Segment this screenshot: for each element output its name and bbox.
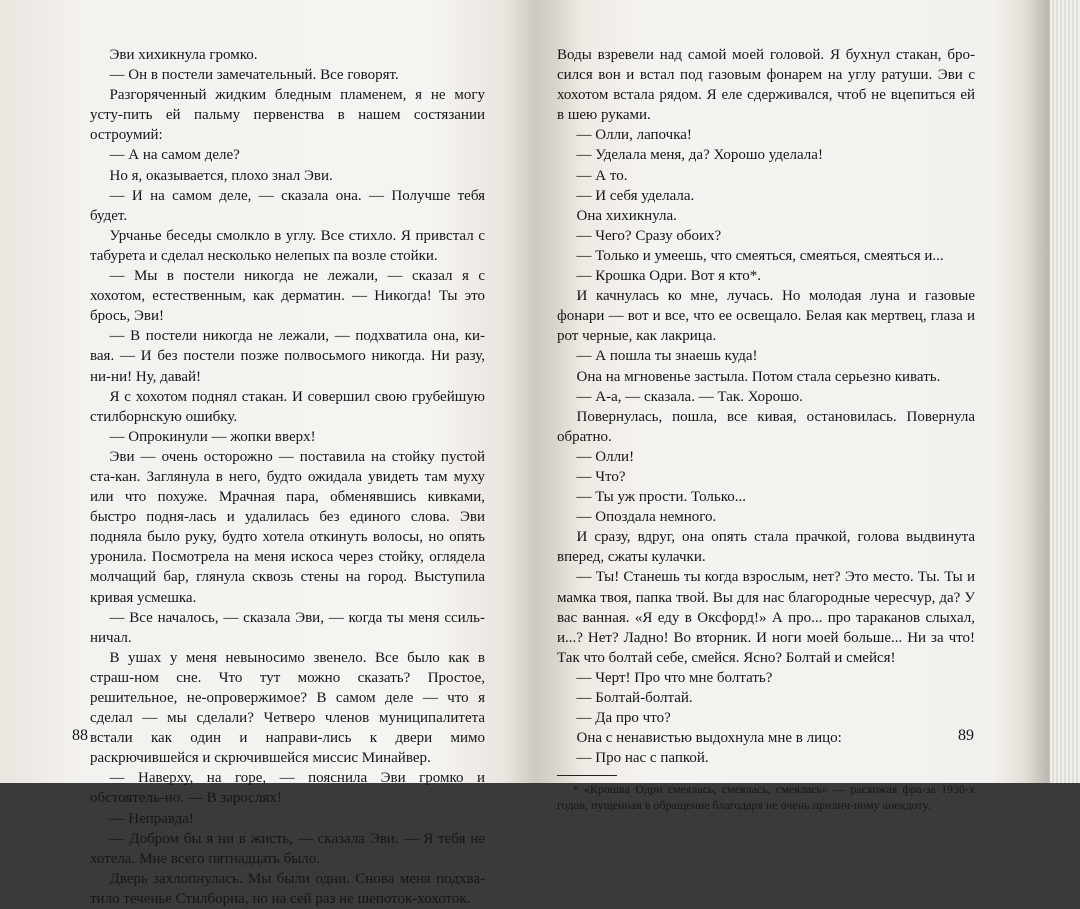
left-paragraph: Урчанье беседы смолкло в углу. Все стихло. Я привстал с табурета и сделал несколько нелепых па возле стойки. [90, 227, 485, 264]
right-paragraph: Повернулась, пошла, все кивая, остановилась. Повернула обратно. [557, 408, 975, 445]
right-paragraph: — Олли, лапочка! [576, 127, 692, 144]
left-paragraph: — Наверху, на горе, — пояснила Эви громко и обстоятель-но. — В зарослях! [90, 770, 485, 807]
right-page-number: 89 [958, 727, 974, 744]
footnote-rule [557, 775, 617, 776]
right-first-paragraph: Воды взревели над самой моей головой. Я бухнул стакан, бро-сился вон и встал под газовым фонарем на углу ратуши. Эви с хохотом встала рядом. Я еле сдерживался, чтоб не вцепиться ей в шею руками. [557, 47, 975, 124]
right-paragraph: — Уделала меня, да? Хорошо уделала! [576, 147, 823, 164]
right-paragraph: — Ты! Станешь ты когда взрослым, нет? Это место. Ты. Ты и мамка твоя, папка твой. Вы для нас благородные чересчур, да? У вас ванная. «Я еду в Оксфорд!» А про... про тараканов слыхал, и...? Нет? Ладно! Во вторник. И ноги моей больше... Ни за что! Так что болтай себе, смейся. Ясно? Болтай и смейся! [557, 569, 975, 666]
left-paragraph: Разгоряченный жидким бледным пламенем, я не могу усту-пить ей пальму первенства в нашем состязании остроумий: [90, 87, 485, 144]
left-paragraph: — В постели никогда не лежали, — подхватила она, ки-вая. — И без постели позже полвосьмого никогда. Ни разу, ни-ни! Ну, давай! [90, 328, 485, 385]
left-paragraph: Но я, оказывается, плохо знал Эви. [109, 167, 333, 184]
right-paragraph: — И себя уделала. [576, 187, 695, 204]
left-paragraph: Эви хихикнула громко. [109, 47, 258, 63]
left-paragraph: — Добром бы я ни в жисть, — сказала Эви. — Я тебя не хотела. Мне всего пятнадцать было. [90, 830, 485, 867]
right-paragraph: — Опоздала немного. [576, 509, 717, 526]
left-paragraph: — Мы в постели никогда не лежали, — сказал я с хохотом, естественным, как дерматин. — Никогда! Ты это брось, Эви! [90, 268, 485, 325]
footnote: * «Крошка Одри смеялась, смеялась, смеялась» — расхожая фра-за 1930-х годов, пущенная в обращение благодаря не очень прилич-ному анекдоту. [557, 782, 975, 812]
left-paragraph: Эви — очень осторожно — поставила на стойку пустой ста-кан. Заглянула в него, будто ожидала увидеть там муху или что похуже. Мрачная пара, обменявшись кивками, быстро подня-лась и удалилась без единого слова. Эви подняла было руку, будто хотела откинуть волосы, но опять уронила. Посмотрела на меня искоса через стойку, оглядела молчащий бар, глянула сквозь стены на город. Выступила кривая усмешка. [90, 448, 485, 606]
left-paragraph: Дверь захлопнулась. Мы были одни. Снова меня подхва-тило теченье Стилборна, но на сей раз не шепоток-хохоток. [90, 870, 485, 907]
right-paragraph: — Про нас с папкой. [576, 750, 709, 767]
right-page-text [557, 45, 975, 813]
left-paragraph: — Он в постели замечательный. Все говорят. [109, 67, 399, 84]
left-paragraph: — И на самом деле, — сказала она. — Получше тебя будет. [90, 187, 485, 224]
right-paragraph: И сразу, вдруг, она опять стала прачкой, голова выдвинута вперед, сжаты кулачки. [557, 529, 975, 566]
right-paragraph: И качнулась ко мне, лучась. Но молодая луна и газовые фонари — вот и все, что ее освещало. Белая как мертвец, глаза и рот черные, как лакрица. [557, 288, 975, 345]
right-paragraph: — Только и умеешь, что смеяться, смеяться, смеяться и... [576, 247, 944, 264]
right-paragraph: — Черт! Про что мне болтать? [576, 669, 773, 686]
right-paragraph: Она на мгновенье застыла. Потом стала серьезно кивать. [576, 368, 941, 385]
right-paragraph: — Что? [576, 468, 626, 485]
right-paragraph: — Да про что? [576, 710, 671, 727]
left-page-number: 88 [72, 727, 88, 744]
left-paragraph: — Опрокинули — жопки вверх! [109, 428, 316, 445]
right-paragraph: Она хихикнула. [576, 207, 677, 224]
page-edges [1050, 0, 1080, 783]
right-paragraph: — Чего? Сразу обоих? [576, 227, 722, 244]
right-paragraph: — Болтай-болтай. [576, 690, 693, 706]
left-paragraph: Я с хохотом поднял стакан. И совершил свою грубейшую стилборнскую ошибку. [90, 388, 485, 425]
left-paragraph: — А на самом деле? [109, 147, 240, 164]
left-paragraph: В ушах у меня невыносимо звенело. Все было как в страш-ном сне. Что тут можно сказать? Простое, решительное, не-опровержимое? В самом деле — что я сделал — мы сделали? Четверо членов муниципалитета встали как один и направи-лись к двери мимо раскрючившейся и скрючившейся миссис Минайвер. [90, 649, 485, 767]
right-paragraph: Она с ненавистью выдохнула мне в лицо: [576, 730, 842, 747]
right-paragraph: — Ты уж прости. Только... [576, 489, 746, 506]
right-paragraph: — Олли! [576, 448, 635, 465]
right-paragraph: — А пошла ты знаешь куда! [576, 348, 758, 365]
right-paragraphs [557, 125, 975, 768]
left-page-text [90, 45, 485, 909]
right-paragraph: — А-а, — сказала. — Так. Хорошо. [576, 388, 803, 405]
right-paragraph: — А то. [576, 167, 628, 184]
right-paragraph: — Крошка Одри. Вот я кто*. [576, 268, 762, 285]
left-paragraph: — Все началось, — сказала Эви, — когда ты меня ссиль-ничал. [90, 609, 485, 646]
left-paragraph: — Неправда! [109, 810, 194, 827]
